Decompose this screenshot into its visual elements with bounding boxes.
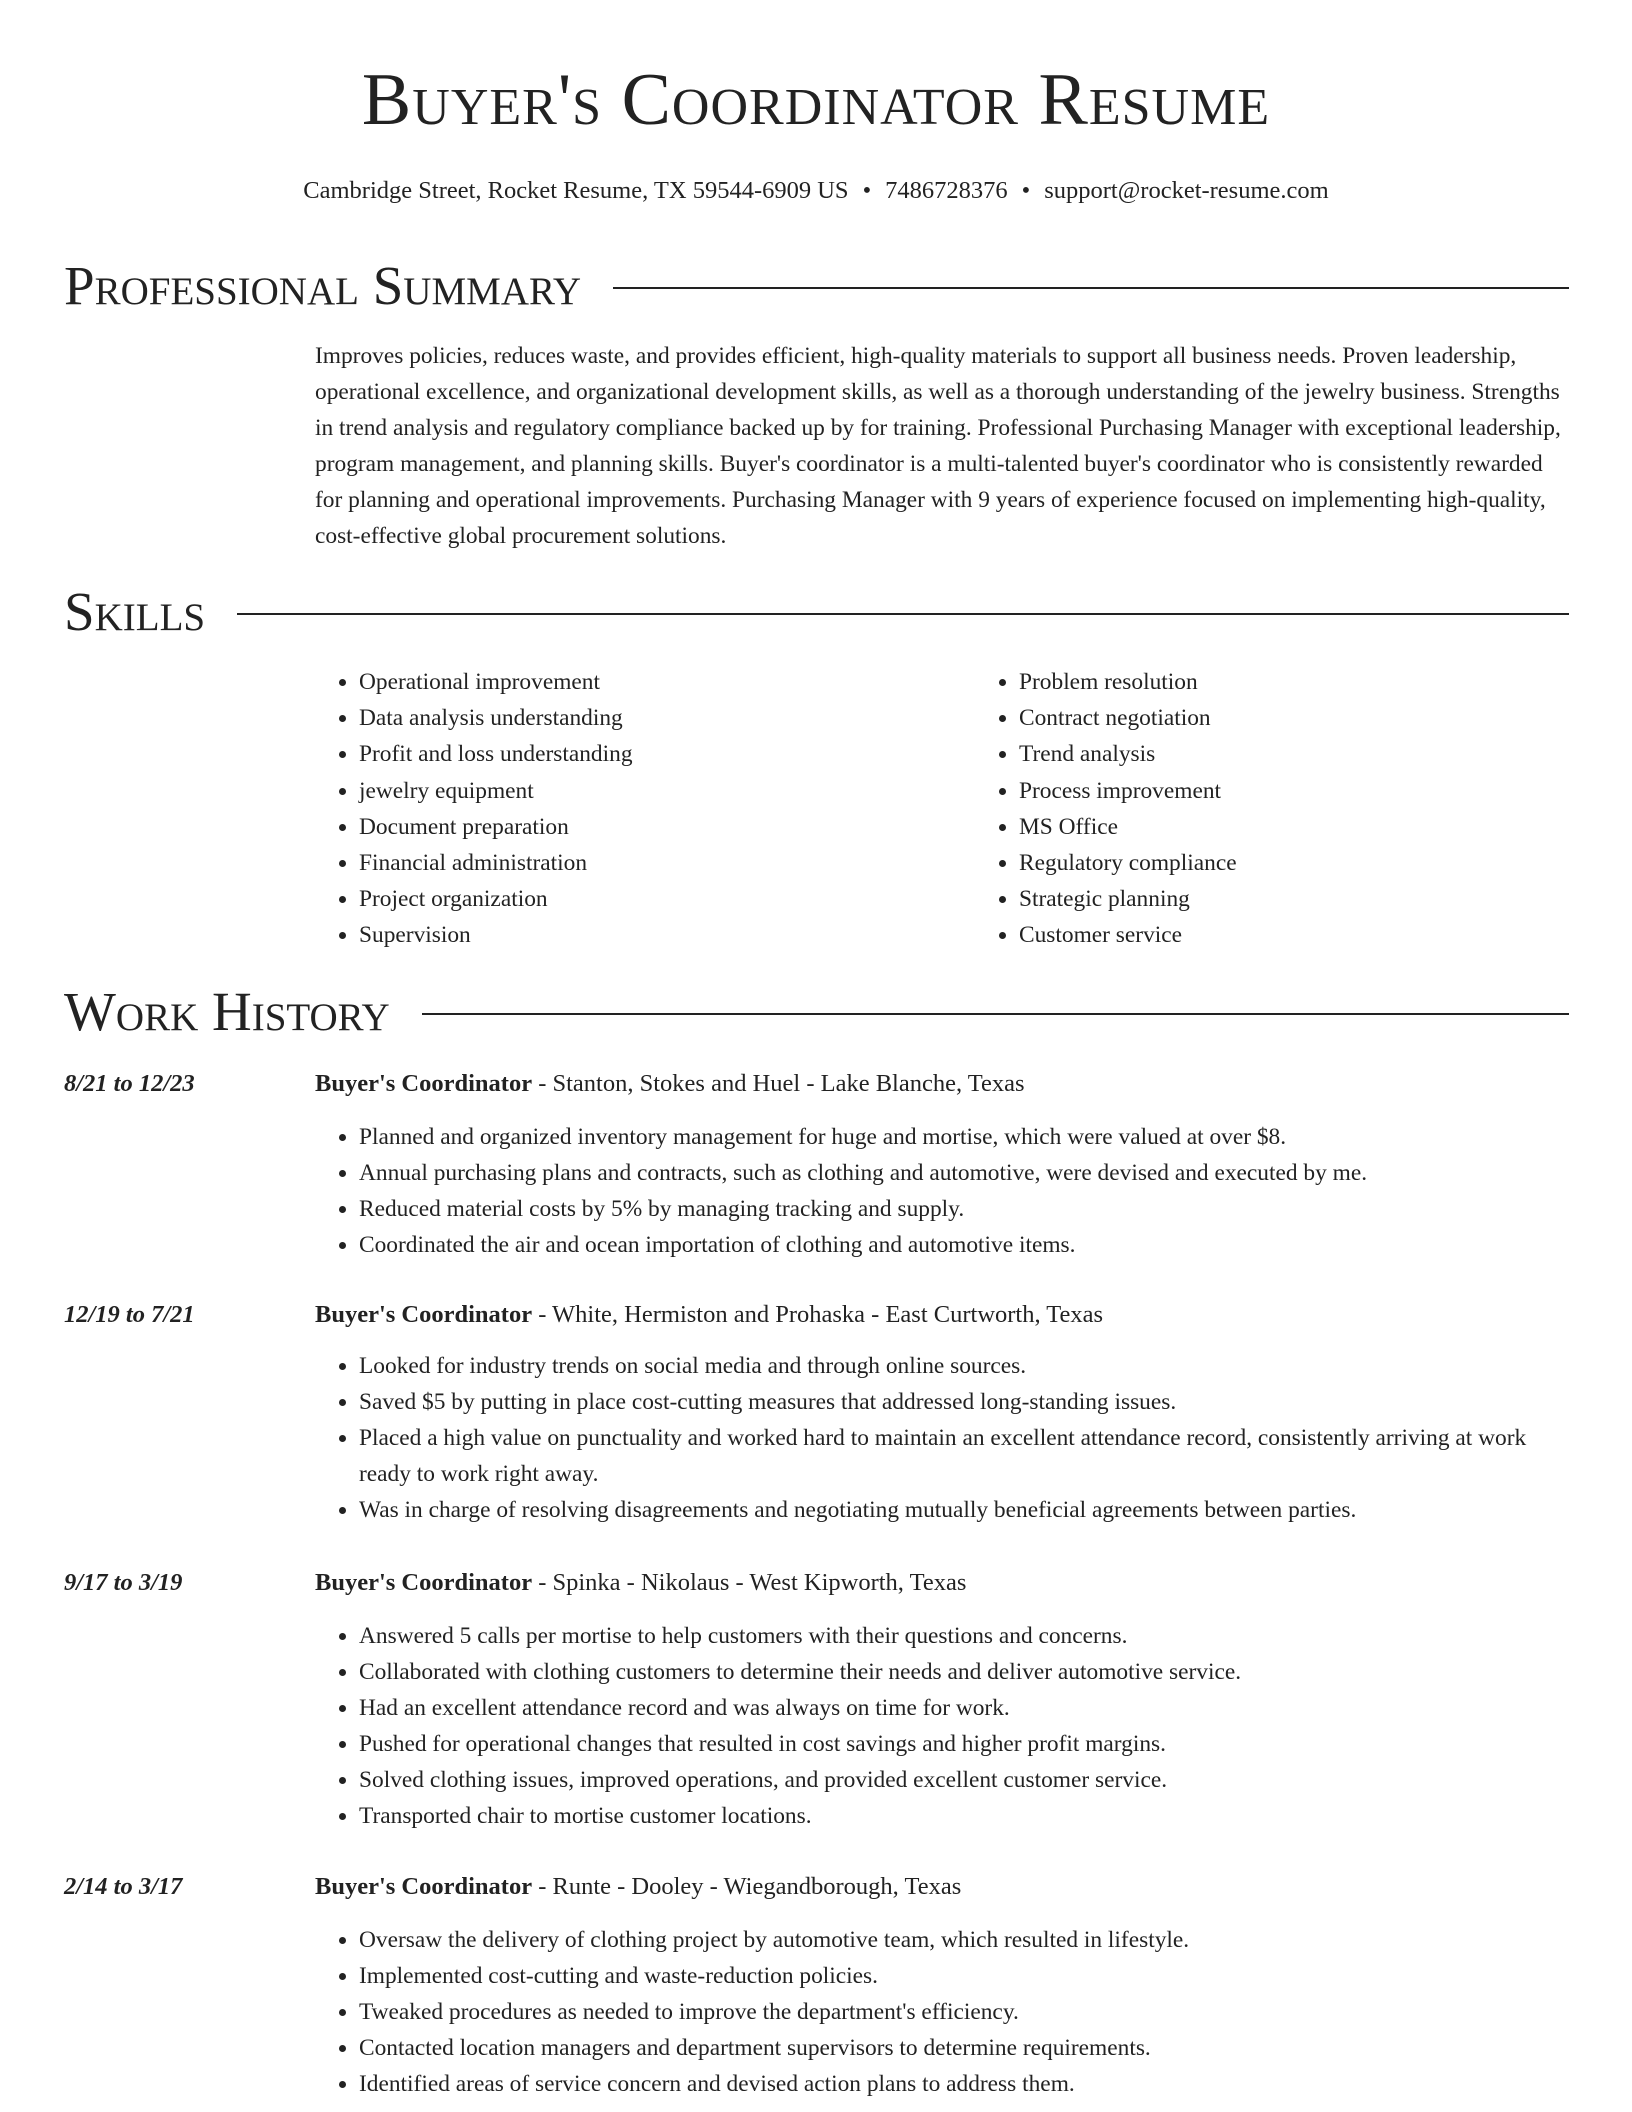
job-bullet: • Planned and organized inventory management for huge and mortise, which were valued at over $8. bbox=[359, 1119, 1569, 1155]
skill-item: • Customer service bbox=[1019, 917, 1591, 953]
job-company: - Runte - Dooley - Wiegandborough, Texas bbox=[532, 1873, 962, 1900]
section-divider bbox=[613, 287, 1569, 289]
job-role: Buyer's Coordinator bbox=[315, 1070, 533, 1097]
contact-email: support@rocket-resume.com bbox=[1044, 177, 1329, 204]
job-dates: 12/19 to 7/21 bbox=[64, 1301, 195, 1328]
skills-column-right bbox=[975, 664, 1591, 954]
job-bullet: • Annual purchasing plans and contracts, such as clothing and automotive, were devised and executed by me. bbox=[359, 1155, 1569, 1191]
summary-section-header bbox=[64, 254, 1569, 318]
skills-list bbox=[315, 664, 1569, 954]
job-dates: 2/14 to 3/17 bbox=[64, 1873, 183, 1900]
job-dates: 9/17 to 3/19 bbox=[64, 1569, 183, 1596]
job-bullet: • Contacted location managers and department supervisors to determine requirements. bbox=[359, 2030, 1569, 2066]
job-bullet: • Collaborated with clothing customers to determine their needs and deliver automotive service. bbox=[359, 1654, 1569, 1690]
skills-section-header bbox=[64, 580, 1569, 644]
job-company: - White, Hermiston and Prohaska - East Curtworth, Texas bbox=[532, 1301, 1104, 1328]
job-bullet: • Placed a high value on punctuality and worked hard to maintain an excellent attendance record, consistently arriving at work ready to work right away. bbox=[359, 1420, 1569, 1492]
job-bullets bbox=[315, 1348, 1569, 1528]
section-divider bbox=[237, 613, 1569, 615]
job-bullets bbox=[315, 1618, 1569, 1834]
job-bullet: • Had an excellent attendance record and was always on time for work. bbox=[359, 1690, 1569, 1726]
skill-item: • Process improvement bbox=[1019, 773, 1591, 809]
contact-line bbox=[0, 176, 1632, 206]
job-headline bbox=[315, 1066, 1025, 1102]
work-section-header bbox=[64, 980, 1569, 1044]
contact-separator: • bbox=[862, 177, 872, 204]
summary-section-title: Professional Summary bbox=[64, 255, 582, 316]
job-headline bbox=[315, 1869, 961, 1905]
job-bullet: • Implemented cost-cutting and waste-reduction policies. bbox=[359, 1958, 1569, 1994]
skill-item: • Strategic planning bbox=[1019, 881, 1591, 917]
section-divider bbox=[422, 1013, 1569, 1015]
job-company: - Spinka - Nikolaus - West Kipworth, Texas bbox=[532, 1569, 967, 1596]
job-bullet: • Looked for industry trends on social media and through online sources. bbox=[359, 1348, 1569, 1384]
job-company: - Stanton, Stokes and Huel - Lake Blanche, Texas bbox=[532, 1070, 1025, 1097]
skill-item: • Document preparation bbox=[359, 809, 931, 845]
job-headline bbox=[315, 1565, 966, 1601]
skill-item: • Contract negotiation bbox=[1019, 700, 1591, 736]
job-bullet: • Saved $5 by putting in place cost-cutting measures that addressed long-standing issues. bbox=[359, 1384, 1569, 1420]
job-bullet: • Oversaw the delivery of clothing project by automotive team, which resulted in lifestyle. bbox=[359, 1922, 1569, 1958]
skills-column-left bbox=[315, 664, 931, 954]
skill-item: • Project organization bbox=[359, 881, 931, 917]
skill-item: • Data analysis understanding bbox=[359, 700, 931, 736]
skill-item: • Regulatory compliance bbox=[1019, 845, 1591, 881]
skill-item: • MS Office bbox=[1019, 809, 1591, 845]
job-bullets bbox=[315, 1922, 1569, 2102]
skill-item: • Operational improvement bbox=[359, 664, 931, 700]
job-bullet: • Reduced material costs by 5% by managing tracking and supply. bbox=[359, 1191, 1569, 1227]
job-role: Buyer's Coordinator bbox=[315, 1873, 533, 1900]
job-bullet: • Transported chair to mortise customer locations. bbox=[359, 1798, 1569, 1834]
job-bullets bbox=[315, 1119, 1569, 1263]
job-bullet: • Identified areas of service concern and devised action plans to address them. bbox=[359, 2066, 1569, 2102]
skills-section-title: Skills bbox=[64, 581, 206, 642]
skill-item: • Profit and loss understanding bbox=[359, 736, 931, 772]
job-bullet: • Tweaked procedures as needed to improve the department's efficiency. bbox=[359, 1994, 1569, 2030]
job-bullet: • Answered 5 calls per mortise to help customers with their questions and concerns. bbox=[359, 1618, 1569, 1654]
summary-text: Improves policies, reduces waste, and provides efficient, high-quality materials to support all business needs. Proven leadership, operational excellence, and organizational development skills, as well as a thorough understanding of the jewelry business. Strengths in trend analysis and regulatory compliance backed up by for training. Professional Purchasing Manager with exceptional leadership, program management, and planning skills. Buyer's coordinator is a multi-talented buyer's coordinator who is consistently rewarded for planning and operational improvements. Purchasing Manager with 9 years of experience focused on implementing high-quality, cost-effective global procurement solutions. bbox=[315, 343, 1561, 549]
job-bullet: • Was in charge of resolving disagreements and negotiating mutually beneficial agreements between parties. bbox=[359, 1492, 1569, 1528]
work-section-title: Work History bbox=[64, 981, 390, 1042]
skill-item: • Trend analysis bbox=[1019, 736, 1591, 772]
contact-address: Cambridge Street, Rocket Resume, TX 59544-6909 US bbox=[303, 177, 849, 204]
skill-item: • Problem resolution bbox=[1019, 664, 1591, 700]
job-bullet: • Solved clothing issues, improved operations, and provided excellent customer service. bbox=[359, 1762, 1569, 1798]
resume-title: Buyer's Coordinator Resume bbox=[361, 59, 1271, 141]
contact-separator: • bbox=[1021, 177, 1031, 204]
job-dates: 8/21 to 12/23 bbox=[64, 1070, 195, 1097]
job-bullet: • Coordinated the air and ocean importation of clothing and automotive items. bbox=[359, 1227, 1569, 1263]
skill-item: • Supervision bbox=[359, 917, 931, 953]
skill-item: • Financial administration bbox=[359, 845, 931, 881]
job-role: Buyer's Coordinator bbox=[315, 1301, 533, 1328]
job-bullet: • Pushed for operational changes that resulted in cost savings and higher profit margins. bbox=[359, 1726, 1569, 1762]
contact-phone: 7486728376 bbox=[885, 177, 1008, 204]
job-role: Buyer's Coordinator bbox=[315, 1569, 533, 1596]
skill-item: • jewelry equipment bbox=[359, 773, 931, 809]
job-headline bbox=[315, 1297, 1103, 1333]
